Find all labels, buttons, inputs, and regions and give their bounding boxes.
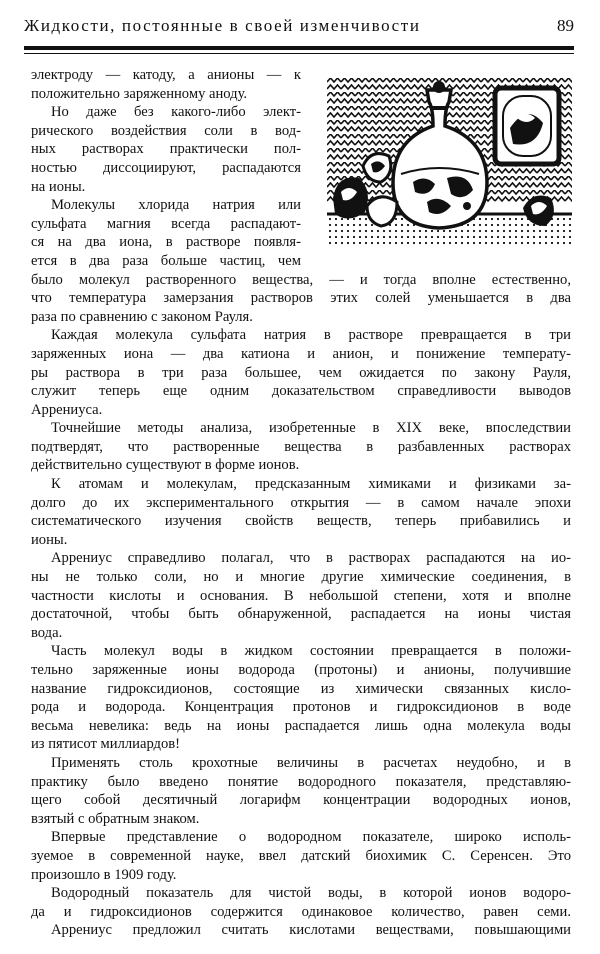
text-line: К атомам и молекулам, предсказанным химиками и физиками за- — [51, 476, 571, 493]
text-line: на ионы. — [31, 178, 86, 195]
text-line: да и гидроксидионов содержится одинаковое количество, равен семи. — [31, 903, 571, 920]
text-line: Каждая молекула сульфата натрия в растворе превращается в три — [51, 327, 571, 344]
text-line: ионы. — [31, 531, 68, 548]
text-line: сульфата магния всегда распадают- — [31, 215, 301, 232]
text-line: Молекулы хлорида натрия или — [51, 197, 301, 214]
text-line: Часть молекул воды в жидком состоянии превращается в положи- — [51, 643, 571, 660]
text-line: ных растворах практически пол- — [31, 141, 301, 158]
text-line: раза по сравнению с законом Рауля. — [31, 308, 253, 325]
text-line: положительно заряженному аноду. — [31, 85, 248, 102]
body-text — [31, 66, 571, 940]
text-line: весьма невелика: ведь на ионы распадается лишь одна молекула воды — [31, 717, 571, 734]
text-line: практику было введено понятие водородного показателя, представляю- — [31, 773, 571, 790]
text-line: служит теперь еще одним доказательством справедливости выводов — [31, 383, 571, 400]
text-line: электроду — катоду, а анионы — к — [31, 67, 301, 83]
text-line: Аррениус справедливо полагал, что в растворах распадаются на ио- — [51, 550, 571, 567]
text-line: Аррениуса. — [31, 401, 103, 418]
page-header — [24, 16, 574, 42]
text-line: тельно заряженные ионы водорода (протоны) и анионы, получившие — [31, 662, 571, 678]
text-line: что температура замерзания растворов этих солей уменьшается в два — [31, 290, 571, 307]
text-line: название гидроксидионов, состоящие из химически связанных кисло- — [31, 680, 571, 697]
text-line: произошло в 1909 году. — [31, 866, 177, 883]
text-line: ется в два раза больше частиц, чем — [31, 252, 301, 269]
text-line: взятый с обратным знаком. — [31, 810, 200, 827]
text-line: долго до их экспериментального открытия — в самом начале эпохи — [31, 494, 571, 511]
text-line: ры раствора в три раза большее, чем ожидается по закону Рауля, — [31, 364, 571, 381]
text-line: Водородный показатель для чистой воды, в которой ионов водоро- — [51, 885, 571, 902]
text-line: Аррениус предложил считать кислотами веществами, повышающими — [51, 922, 571, 939]
text-line: Но даже без какого-либо элект- — [51, 104, 301, 121]
text-line: достаточной, чтобы быть обнаруженной, распадается на ионы чистая — [31, 606, 571, 623]
page-number: 89 — [557, 16, 574, 35]
header-rule-thick — [24, 46, 574, 50]
text-line: рического воздействия соли в вод- — [31, 122, 301, 139]
header-rule-thin — [24, 53, 574, 54]
text-line: Впервые представление о водородном показателе, широко исполь- — [51, 829, 571, 846]
text-line: из пятисот миллиардов! — [31, 736, 181, 753]
text-line: систематического изучения свойств веществ, теперь прибавились и — [31, 513, 571, 530]
text-line: заряженных иона — два катиона и анион, и понижение температу- — [31, 345, 571, 362]
text-line: зуемое в современной науке, ввел датский биохимик С. Серенсен. Это — [31, 847, 571, 864]
text-line: ны не только соли, но и многие другие химические соединения, в — [31, 569, 571, 586]
text-line: Точнейшие методы анализа, изобретенные в XIX веке, впоследствии — [51, 420, 571, 437]
text-line: частности кислоты и основания. В небольшой степени, хотя и вполне — [31, 587, 571, 604]
text-line: рода и водорода. Концентрация протонов и гидроксидионов в воде — [31, 699, 571, 716]
text-line: ностью диссоциируют, распадаются — [31, 159, 301, 176]
text-line: ся на два иона, в растворе появля- — [31, 234, 301, 251]
text-line: щего собой десятичный логарифм концентрации водородных ионов, — [31, 792, 571, 809]
text-line: было молекул растворенного вещества, — и тогда вполне естественно, — [31, 271, 571, 288]
running-title: Жидкости, постоянные в своей изменчивости — [24, 16, 421, 35]
text-line: действительно существуют в форме ионов. — [31, 457, 300, 474]
text-line: подтвердят, что растворенные вещества в разбавленных растворах — [31, 438, 571, 455]
text-line: Применять столь крохотные величины в расчетах неудобно, и в — [51, 754, 571, 771]
text-line: вода. — [31, 624, 63, 641]
